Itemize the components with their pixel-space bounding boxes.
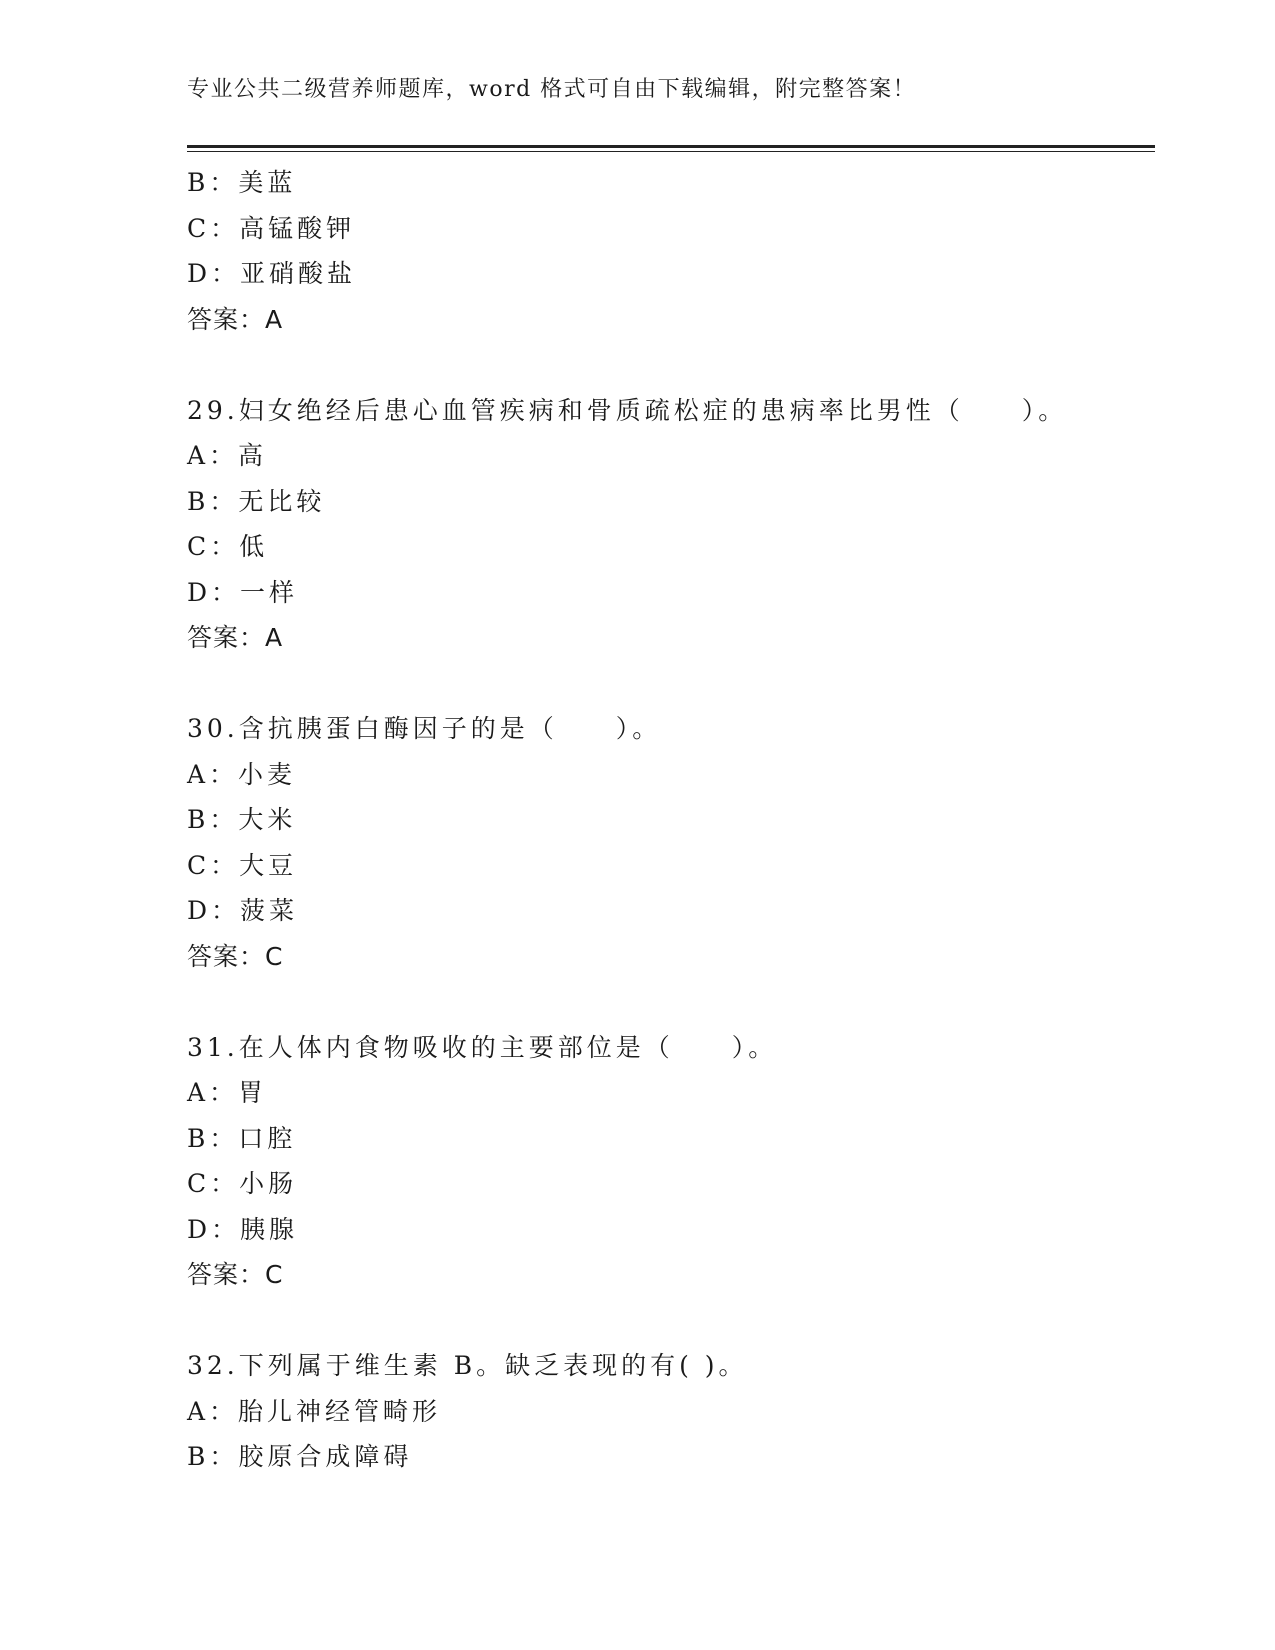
spacer	[187, 661, 1155, 707]
option-b: B：无比较	[187, 486, 326, 516]
question-block-29	[187, 388, 1155, 661]
option-b: B：胶原合成障碍	[187, 1442, 413, 1471]
option-b: B：大米	[187, 805, 297, 834]
question-block-32	[187, 1343, 1155, 1480]
option-b: B：口腔	[187, 1123, 297, 1153]
answer-line: 答案：C	[187, 941, 284, 971]
option-b: B：美蓝	[187, 168, 297, 197]
option-d: D：亚硝酸盐	[187, 259, 357, 288]
option-a: A：小麦	[187, 759, 297, 789]
option-d: D：一样	[187, 577, 299, 607]
option-c: C：小肠	[187, 1169, 298, 1198]
question-text: 30.含抗胰蛋白酶因子的是（ ）。	[187, 714, 662, 743]
option-c: C：低	[187, 532, 269, 561]
question-block-31	[187, 1025, 1155, 1298]
option-a: A：胃	[187, 1078, 268, 1107]
header-divider	[187, 145, 1155, 152]
question-list	[187, 160, 1155, 1480]
option-c: C：大豆	[187, 850, 298, 880]
spacer	[187, 1298, 1155, 1344]
spacer	[187, 342, 1155, 388]
question-block-28	[187, 160, 1155, 342]
question-text: 29.妇女绝经后患心血管疾病和骨质疏松症的患病率比男性（ ）。	[187, 395, 1068, 425]
answer-line: 答案：A	[187, 304, 284, 334]
question-block-30	[187, 706, 1155, 979]
answer-line: 答案：C	[187, 1260, 284, 1289]
page-header-text: 专业公共二级营养师题库，word 格式可自由下载编辑，附完整答案！	[187, 77, 917, 102]
option-d: D：胰腺	[187, 1214, 299, 1244]
spacer	[187, 979, 1155, 1025]
answer-line: 答案：A	[187, 623, 284, 652]
option-c: C：高锰酸钾	[187, 213, 356, 243]
question-text: 32.下列属于维生素 B。缺乏表现的有( )。	[187, 1351, 748, 1380]
option-d: D：菠菜	[187, 896, 299, 925]
option-a: A：胎儿神经管畸形	[187, 1396, 442, 1426]
question-text: 31.在人体内食物吸收的主要部位是（ ）。	[187, 1032, 778, 1062]
option-a: A：高	[187, 441, 268, 470]
